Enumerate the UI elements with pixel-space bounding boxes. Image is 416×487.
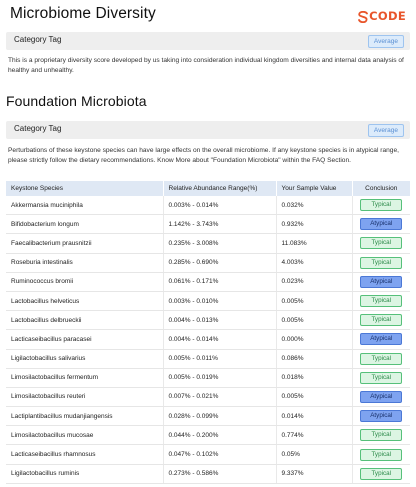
table-row: [6, 407, 410, 426]
conclusion-cell: [352, 253, 410, 272]
sample-value-cell: 0.774%: [276, 426, 352, 445]
range-cell: 0.273% - 0.586%: [163, 464, 276, 483]
species-cell: Limosilactobacillus reuteri: [6, 387, 163, 406]
species-cell: Lactiplantibacillus mudanjiangensis: [6, 407, 163, 426]
range-cell: 0.061% - 0.171%: [163, 272, 276, 291]
species-cell: Lacticaseibacillus rhamnosus: [6, 445, 163, 464]
sample-value-cell: 9.337%: [276, 464, 352, 483]
logo-mark-icon: [358, 10, 368, 22]
table-row: [6, 368, 410, 387]
species-cell: Ruminococcus bromii: [6, 272, 163, 291]
conclusion-cell: [352, 407, 410, 426]
conclusion-badge: Atypical: [360, 333, 402, 345]
conclusion-cell: [352, 426, 410, 445]
range-cell: 1.142% - 3.743%: [163, 215, 276, 234]
column-header-sample-value: Your Sample Value: [276, 181, 352, 196]
table-row: [6, 349, 410, 368]
range-cell: 0.005% - 0.019%: [163, 368, 276, 387]
table-row: [6, 387, 410, 406]
sample-value-cell: 0.005%: [276, 311, 352, 330]
brand-logo: [358, 8, 406, 24]
diversity-status-badge: Average: [368, 35, 404, 48]
range-cell: 0.003% - 0.014%: [163, 196, 276, 215]
conclusion-badge: Atypical: [360, 410, 402, 422]
range-cell: 0.003% - 0.010%: [163, 291, 276, 310]
sample-value-cell: 0.086%: [276, 349, 352, 368]
table-row: [6, 291, 410, 310]
conclusion-badge: Typical: [360, 237, 402, 249]
diversity-description: This is a proprietary diversity score developed by us taking into consideration individual kingdom diversities and internal data analysis of healthy and unhealthy.: [8, 57, 404, 74]
conclusion-badge: Typical: [360, 353, 402, 365]
species-cell: Lactobacillus delbrueckii: [6, 311, 163, 330]
conclusion-cell: [352, 311, 410, 330]
table-row: [6, 196, 410, 215]
category-tag-label: Category Tag: [14, 124, 62, 133]
sample-value-cell: 0.023%: [276, 272, 352, 291]
column-header-range: Relative Abundance Range(%): [163, 181, 276, 196]
table-row: [6, 330, 410, 349]
conclusion-badge: Typical: [360, 314, 402, 326]
conclusion-badge: Atypical: [360, 218, 402, 230]
column-header-species: Keystone Species: [6, 181, 163, 196]
conclusion-cell: [352, 445, 410, 464]
range-cell: 0.007% - 0.021%: [163, 387, 276, 406]
section-title-foundation: Foundation Microbiota: [6, 93, 147, 109]
species-cell: Lacticaseibacillus paracasei: [6, 330, 163, 349]
conclusion-cell: [352, 234, 410, 253]
conclusion-badge: Atypical: [360, 391, 402, 403]
range-cell: 0.004% - 0.014%: [163, 330, 276, 349]
foundation-description: Perturbations of these keystone species can have large effects on the overall microbiome. If any keystone species is in atypical range, please strictly follow the dietary recommendations. Know More about "Foundation Microbiota" within the FAQ Section.: [8, 147, 399, 164]
species-cell: Akkermansia muciniphila: [6, 196, 163, 215]
conclusion-cell: [352, 196, 410, 215]
species-cell: Limosilactobacillus fermentum: [6, 368, 163, 387]
conclusion-cell: [352, 291, 410, 310]
conclusion-cell: [352, 387, 410, 406]
range-cell: 0.028% - 0.099%: [163, 407, 276, 426]
keystone-species-table: [6, 181, 410, 484]
range-cell: 0.044% - 0.200%: [163, 426, 276, 445]
page-title: Microbiome Diversity: [10, 5, 156, 22]
sample-value-cell: 0.005%: [276, 291, 352, 310]
sample-value-cell: 0.000%: [276, 330, 352, 349]
sample-value-cell: 0.05%: [276, 445, 352, 464]
range-cell: 0.004% - 0.013%: [163, 311, 276, 330]
sample-value-cell: 0.018%: [276, 368, 352, 387]
table-row: [6, 445, 410, 464]
sample-value-cell: 0.932%: [276, 215, 352, 234]
diversity-category-tag-bar: [6, 32, 410, 50]
table-row: [6, 234, 410, 253]
table-row: [6, 464, 410, 483]
column-header-conclusion: Conclusion: [352, 181, 410, 196]
conclusion-badge: Typical: [360, 199, 402, 211]
range-cell: 0.047% - 0.102%: [163, 445, 276, 464]
foundation-status-badge: Average: [368, 124, 404, 137]
logo-text: CODE: [369, 9, 406, 23]
species-cell: Bifidobacterium longum: [6, 215, 163, 234]
species-cell: Lactobacillus helveticus: [6, 291, 163, 310]
sample-value-cell: 0.014%: [276, 407, 352, 426]
foundation-category-tag-bar: [6, 121, 410, 139]
table-row: [6, 272, 410, 291]
table-row: [6, 215, 410, 234]
sample-value-cell: 0.032%: [276, 196, 352, 215]
conclusion-cell: [352, 368, 410, 387]
conclusion-cell: [352, 464, 410, 483]
species-cell: Roseburia intestinalis: [6, 253, 163, 272]
species-cell: Limosilactobacillus mucosae: [6, 426, 163, 445]
conclusion-badge: Typical: [360, 429, 402, 441]
table-row: [6, 253, 410, 272]
conclusion-badge: Typical: [360, 372, 402, 384]
table-row: [6, 311, 410, 330]
species-cell: Faecalibacterium prausnitzii: [6, 234, 163, 253]
sample-value-cell: 4.003%: [276, 253, 352, 272]
table-header-row: [6, 181, 410, 196]
conclusion-cell: [352, 215, 410, 234]
table-row: [6, 426, 410, 445]
species-cell: Ligilactobacillus ruminis: [6, 464, 163, 483]
category-tag-label: Category Tag: [14, 35, 62, 44]
sample-value-cell: 11.083%: [276, 234, 352, 253]
conclusion-badge: Typical: [360, 468, 402, 480]
conclusion-badge: Typical: [360, 449, 402, 461]
range-cell: 0.005% - 0.011%: [163, 349, 276, 368]
conclusion-cell: [352, 330, 410, 349]
range-cell: 0.235% - 3.008%: [163, 234, 276, 253]
sample-value-cell: 0.005%: [276, 387, 352, 406]
conclusion-badge: Typical: [360, 295, 402, 307]
conclusion-cell: [352, 272, 410, 291]
conclusion-badge: Atypical: [360, 276, 402, 288]
conclusion-badge: Typical: [360, 257, 402, 269]
conclusion-cell: [352, 349, 410, 368]
species-cell: Ligilactobacillus salivarius: [6, 349, 163, 368]
range-cell: 0.285% - 0.690%: [163, 253, 276, 272]
